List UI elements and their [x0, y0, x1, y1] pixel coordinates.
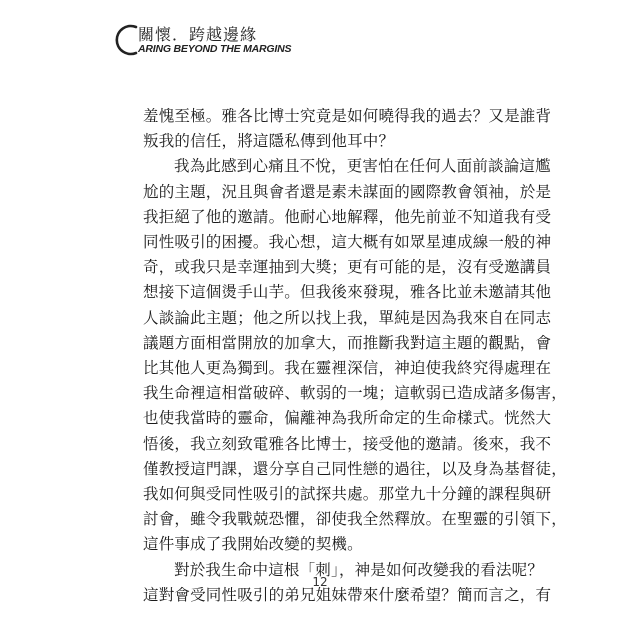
text-line: 僅教授這門課，還分享自己同性戀的過往，以及身為基督徒，: [143, 459, 567, 478]
text-line: 我生命裡這相當破碎、軟弱的一塊；這軟弱已造成諸多傷害，: [143, 384, 567, 403]
text-line: 這件事成了我開始改變的契機。: [143, 535, 363, 554]
paragraph-2: [143, 154, 567, 557]
text-line: 人談論此主題；他之所以找上我，單純是因為我來自在同志: [143, 308, 552, 327]
text-line: 這對會受同性吸引的弟兄姐妹帶來什麼希望？簡而言之，有: [143, 585, 552, 604]
body-text: [143, 104, 567, 608]
text-line: 同性吸引的困擾。我心想，這大概有如眾星連成線一般的神: [143, 233, 552, 252]
page-number: 12: [312, 575, 328, 589]
text-line: 我如何與受同性吸引的試探共處。那堂九十分鐘的課程與研: [143, 485, 552, 504]
paragraph-1: [143, 104, 552, 154]
text-line: 比其他人更為獨到。我在靈裡深信，神迫使我終究得處理在: [143, 359, 552, 378]
header-title: 關懷．跨越邊緣: [138, 25, 258, 44]
text-line: 叛我的信任，將這隱私傳到他耳中？: [143, 132, 395, 151]
text-line: 也使我當時的靈命，偏離神為我所命定的生命樣式。恍然大: [143, 409, 552, 428]
text-line: 議題方面相當開放的加拿大，而推斷我對這主題的觀點，會: [143, 333, 552, 352]
running-header: [112, 20, 412, 60]
header-subtitle: ARING BEYOND THE MARGINS: [138, 43, 292, 55]
text-line: 我拒絕了他的邀請。他耐心地解釋，他先前並不知道我有受: [143, 207, 552, 226]
text-line: 奇，或我只是幸運抽到大獎；更有可能的是，沒有受邀講員: [143, 258, 552, 277]
text-line: 對於我生命中這根「刺」，神是如何改變我的看法呢？: [174, 560, 544, 579]
text-line: 悟後，我立刻致電雅各比博士，接受他的邀請。後來，我不: [143, 434, 552, 453]
text-line: 尬的主題，況且與會者還是素未謀面的國際教會領袖，於是: [143, 182, 552, 201]
text-line: 羞愧至極。雅各比博士究竟是如何曉得我的過去？又是誰背: [143, 107, 552, 125]
text-line: 我為此感到心痛且不悅，更害怕在任何人面前談論這尷: [174, 157, 551, 176]
text-line: 想接下這個燙手山芋。但我後來發現，雅各比並未邀請其他: [143, 283, 552, 302]
text-line: 討會，雖令我戰兢恐懼，卻使我全然釋放。在聖靈的引領下，: [143, 510, 567, 529]
